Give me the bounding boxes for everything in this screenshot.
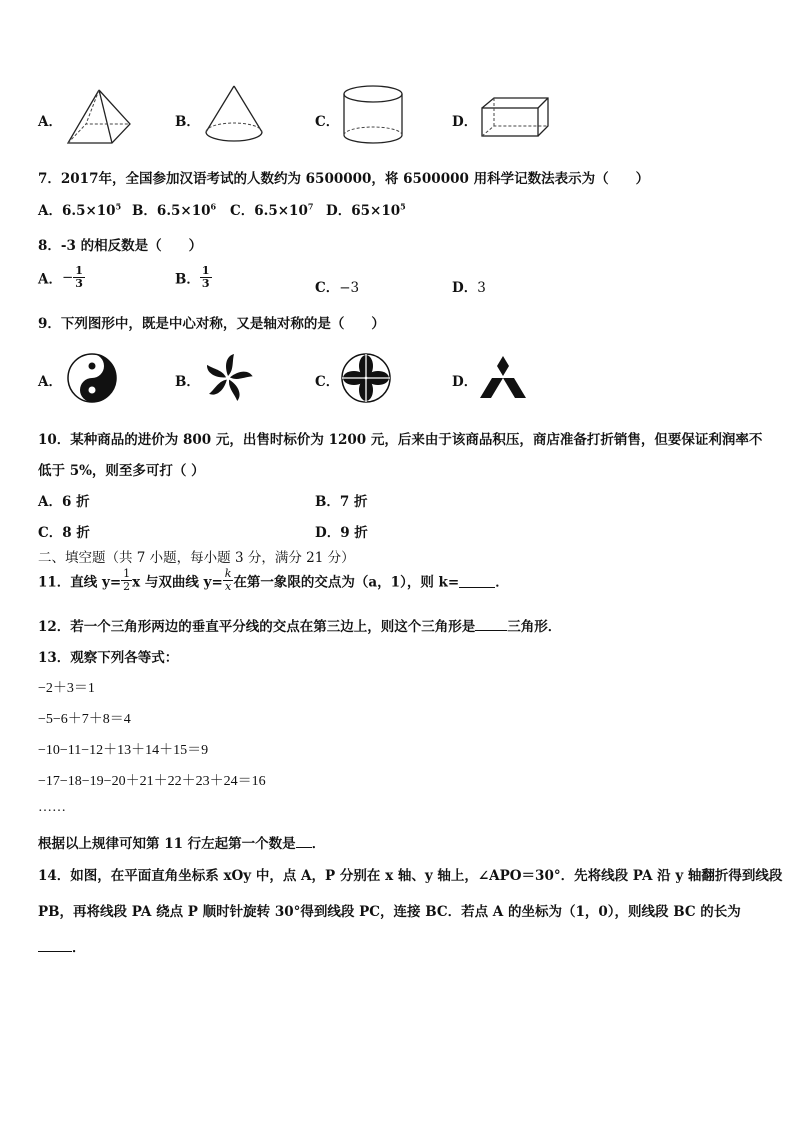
q8-option-c[interactable]: C．−3: [315, 280, 360, 296]
yin-yang-icon: [66, 352, 118, 404]
q9-option-c-letter[interactable]: C．: [315, 374, 340, 390]
q10-text-line2: 低于 5%，则至多可打（ ）: [38, 463, 205, 479]
q11-answer-blank[interactable]: [459, 573, 495, 588]
q13-answer-blank[interactable]: [296, 835, 312, 848]
cuboid-icon: [478, 96, 552, 140]
q7-option-c[interactable]: C．$6.5\times 10^7$: [230, 201, 314, 219]
q14-text-line2: PB，再将线段 PA 绕点 P 顺时针旋转 30°得到线段 PC，连接 BC．若点 A 的坐标为（1，0），则线段 BC 的长为: [38, 904, 741, 920]
q13-title: 13．观察下列各等式：: [38, 650, 179, 666]
q10-option-b[interactable]: B．7 折: [315, 494, 368, 510]
q13-equation-3: −10−11−12＋13＋14＋15＝9: [38, 743, 209, 758]
q9-option-a-letter[interactable]: A．: [38, 374, 62, 390]
q14-answer-line: ．: [38, 936, 86, 956]
cone-icon: [203, 84, 265, 146]
q7-option-a[interactable]: A．$6.5\times 10^5$: [38, 201, 122, 219]
q12-text: 12．若一个三角形两边的垂直平分线的交点在第三边上，则这个三角形是 三角形．: [38, 619, 562, 635]
q10-option-a[interactable]: A．6 折: [38, 494, 90, 510]
section-heading: 二、填空题（共 7 小题，每小题 3 分，满分 21 分）: [38, 550, 355, 566]
q14-answer-blank[interactable]: [38, 939, 72, 952]
q13-equation-2: −5−6＋7＋8＝4: [38, 712, 131, 727]
q13-ellipsis: ……: [38, 800, 66, 815]
q7-option-b[interactable]: B．$6.5\times 10^6$: [132, 201, 217, 219]
q7-text: 7．2017年，全国参加汉语考试的人数约为 6500000，将 6500000 用科学记数法表示为（ ）: [38, 171, 650, 187]
q9-option-b-letter[interactable]: B．: [175, 374, 200, 390]
q6-option-a-letter[interactable]: A．: [38, 114, 62, 130]
q9-option-d-letter[interactable]: D．: [452, 374, 478, 390]
four-petal-icon: [340, 352, 392, 404]
q9-text: 9．下列图形中，既是中心对称，又是轴对称的是（ ）: [38, 316, 385, 332]
q8-option-b[interactable]: B． $\frac{1}{3}$: [175, 264, 210, 290]
q10-option-c[interactable]: C．8 折: [38, 525, 90, 541]
pinwheel-icon: [202, 352, 254, 404]
q12-answer-blank[interactable]: [475, 618, 507, 631]
q14-text-line1: 14．如图，在平面直角坐标系 xOy 中，点 A，P 分别在 x 轴、y 轴上，∠APO＝30°．先将线段 PA 沿 y 轴翻折得到线段: [38, 868, 783, 884]
q13-equation-1: −2＋3＝1: [38, 681, 95, 696]
q8-option-d[interactable]: D．3: [452, 280, 486, 296]
q6-option-c-letter[interactable]: C．: [315, 114, 340, 130]
q13-question: 根据以上规律可知第 11 行左起第一个数是 ．: [38, 836, 326, 852]
three-diamond-icon: [478, 354, 528, 400]
q7-option-d[interactable]: D．$65\times 10^5$: [326, 201, 406, 219]
q10-text-line1: 10．某种商品的进价为 800 元，出售时标价为 1200 元，后来由于该商品积压，商店准备打折销售，但要保证利润率不: [38, 432, 763, 448]
pyramid-icon: [64, 88, 134, 148]
q13-equation-4: −17−18−19−20＋21＋22＋23＋24＝16: [38, 774, 266, 789]
q6-option-d-letter[interactable]: D．: [452, 114, 478, 130]
q8-text: 8．-3 的相反数是（ ）: [38, 238, 203, 254]
cylinder-icon: [342, 84, 404, 146]
q10-option-d[interactable]: D．9 折: [315, 525, 368, 541]
q6-option-b-letter[interactable]: B．: [175, 114, 200, 130]
q11-text: 11．直线 y= $\frac{1}{2}$ x 与双曲线 y= $\frac{k}{x}$ 在第一象限的交点为（a，1），则 k= ．: [38, 567, 509, 593]
q8-option-a[interactable]: A．− $\frac{1}{3}$: [38, 264, 83, 290]
